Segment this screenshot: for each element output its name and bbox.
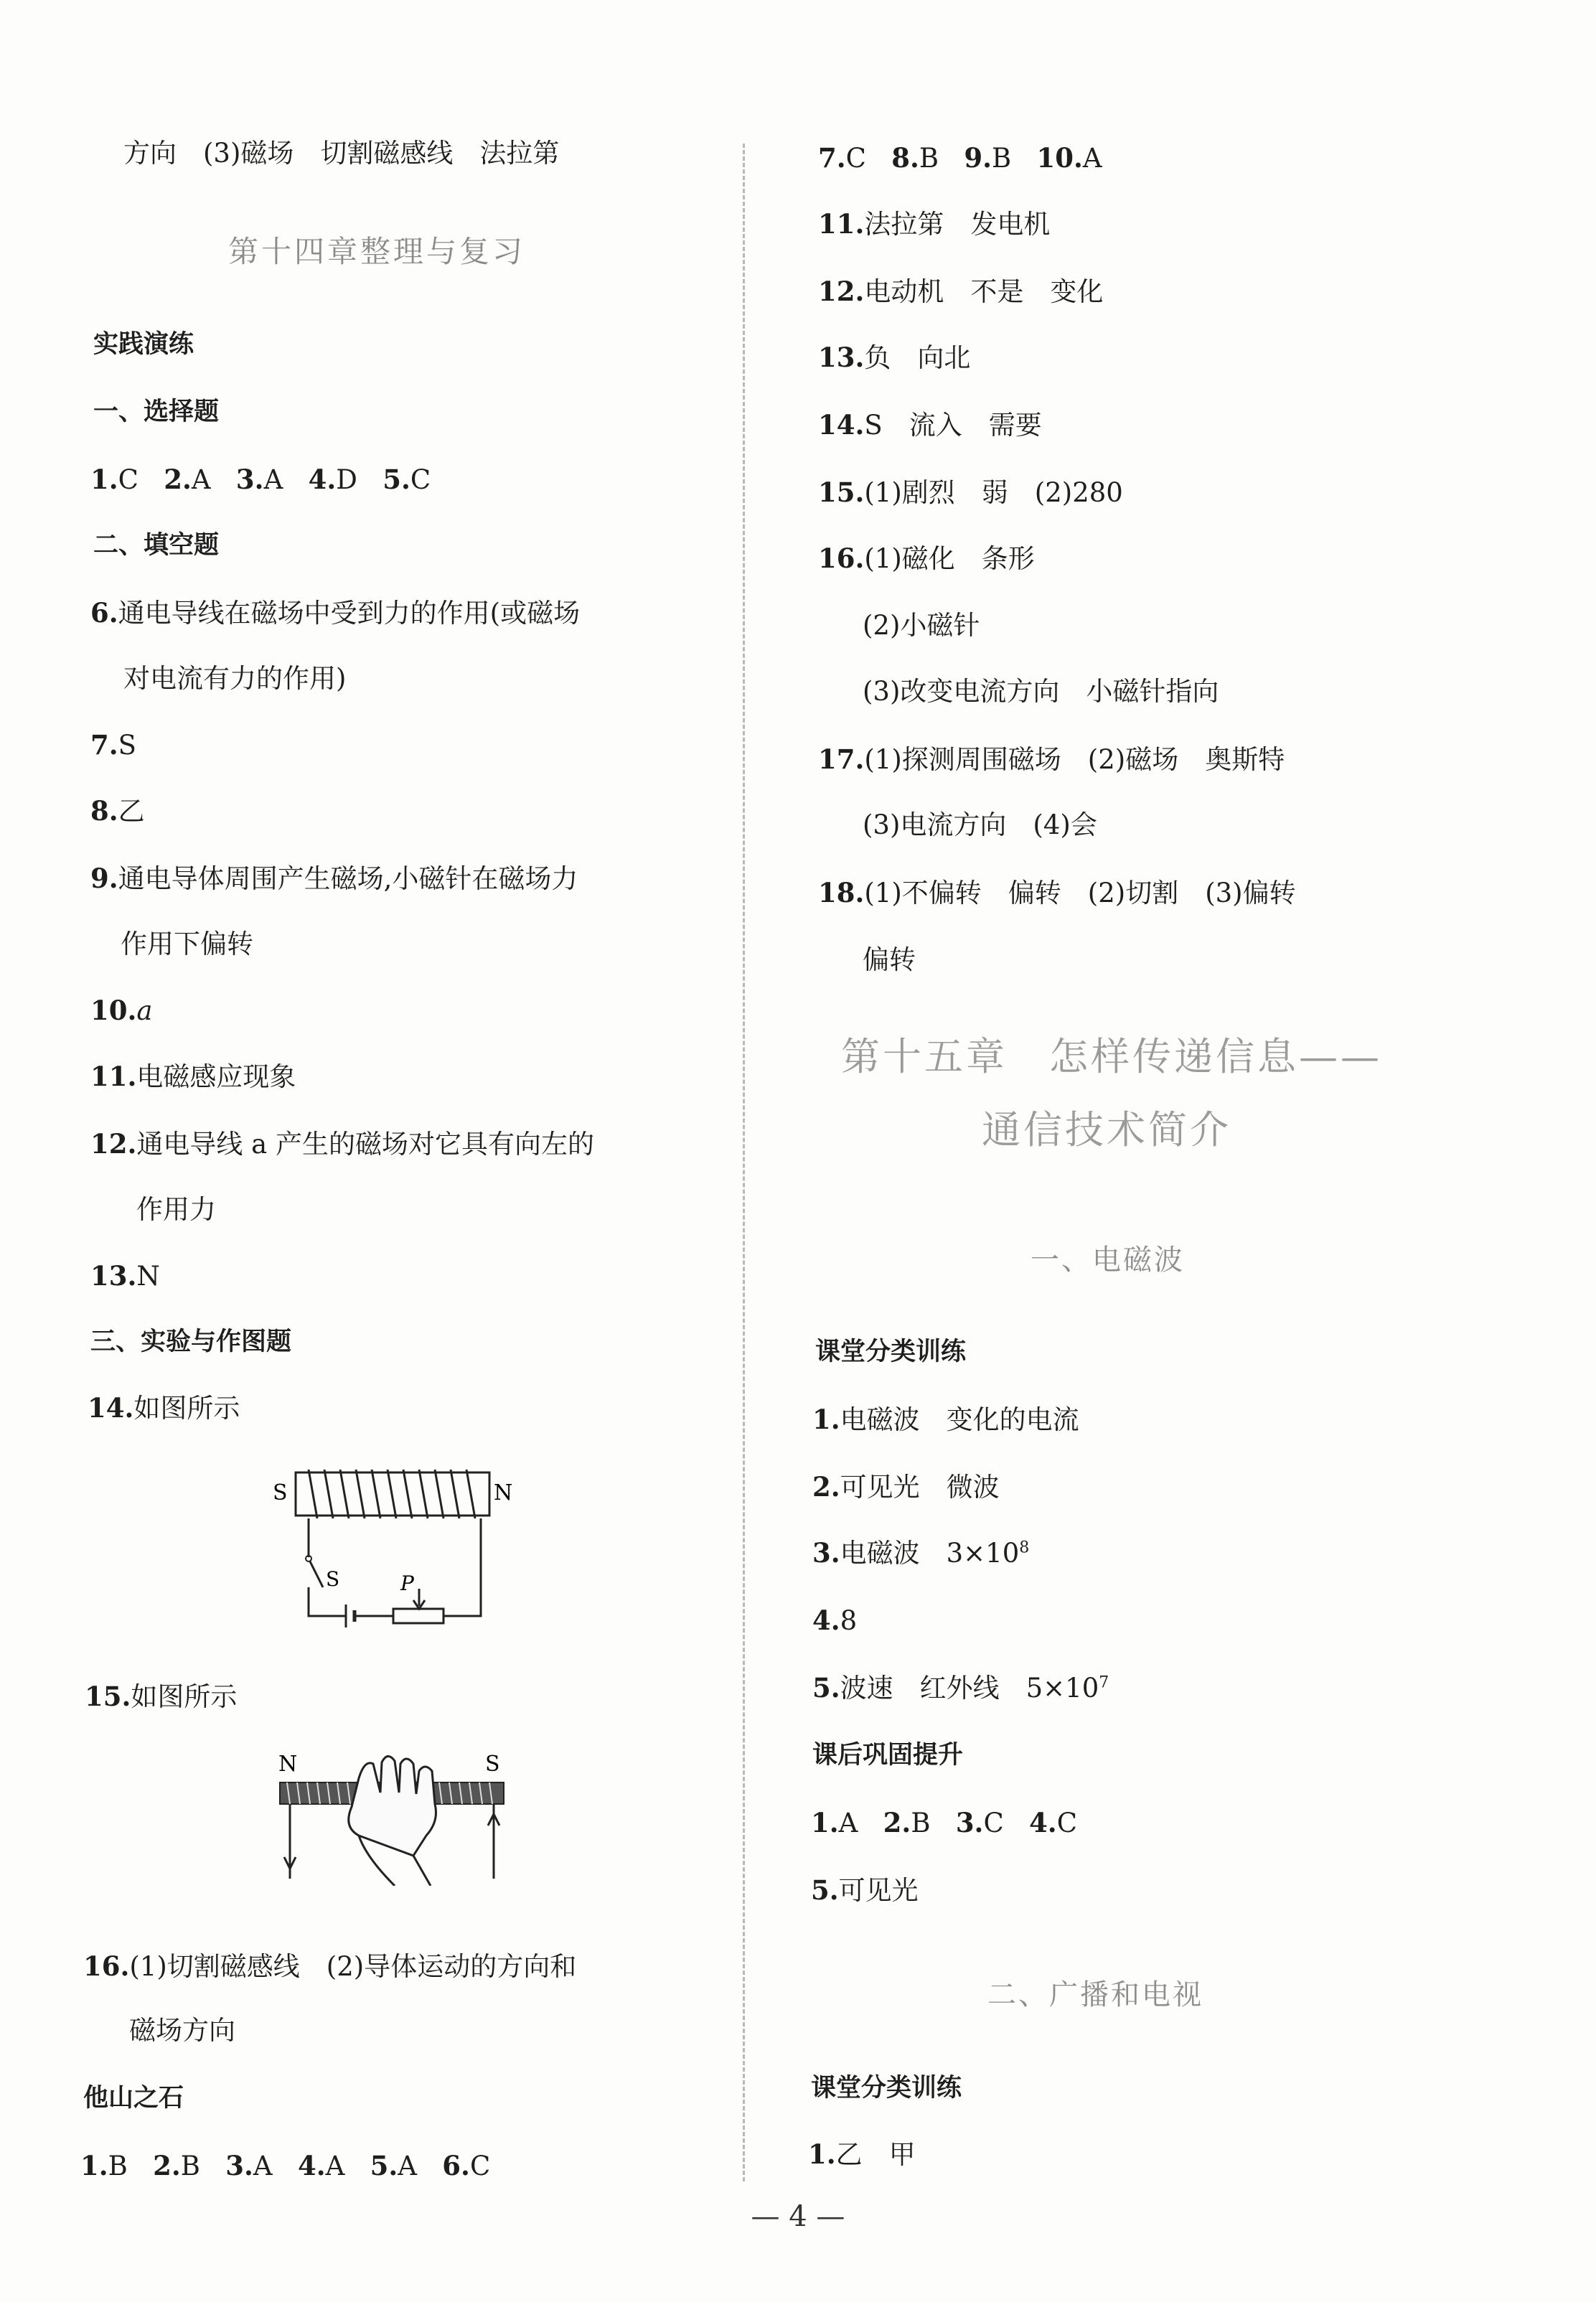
class-training-heading-2: 课堂分类训练 bbox=[811, 2074, 962, 2103]
mc-item: 1.A bbox=[811, 1807, 858, 1838]
answer-r12: 12.电动机 不是 变化 bbox=[818, 276, 1104, 307]
section-broadcast-tv: 二、广播和电视 bbox=[987, 1978, 1203, 2011]
mc-item: 3.C bbox=[955, 1807, 1004, 1838]
mc-row-4 bbox=[811, 1805, 1077, 1841]
mc-item: 3.A bbox=[225, 2150, 273, 2181]
fig14-label-p: P bbox=[400, 1572, 414, 1595]
answer-14: 14.如图所示 bbox=[88, 1392, 240, 1424]
answer-r16-c: (3)改变电流方向 小磁针指向 bbox=[863, 676, 1219, 707]
fig14-label-s: S bbox=[273, 1480, 288, 1505]
answer-10: 10.a bbox=[90, 995, 153, 1026]
chapter15-title: 第十五章 怎样传递信息—— bbox=[841, 1034, 1382, 1079]
mc-item: 5.C bbox=[382, 464, 431, 495]
answer-f5: 5.可见光 bbox=[811, 1874, 919, 1906]
right-hand-rule-figure bbox=[273, 1742, 517, 1886]
mc-row-2 bbox=[80, 2148, 490, 2184]
section-experiment: 三、实验与作图题 bbox=[90, 1328, 292, 1356]
answer-16-cont: 磁场方向 bbox=[129, 2015, 235, 2046]
mc-item: 6.C bbox=[442, 2150, 491, 2181]
answer-8: 8.乙 bbox=[90, 795, 145, 827]
answer-r18-b: 偏转 bbox=[863, 944, 916, 975]
answer-r14: 14.S 流入 需要 bbox=[818, 409, 1042, 441]
answer-e2: 2.可见光 微波 bbox=[812, 1471, 1000, 1503]
mc-row-3 bbox=[818, 141, 1102, 176]
fig14-label-n: N bbox=[494, 1480, 513, 1505]
answer-e1: 1.电磁波 变化的电流 bbox=[812, 1404, 1079, 1435]
fig15-label-n: N bbox=[278, 1752, 298, 1777]
practice-heading: 实践演练 bbox=[93, 330, 194, 359]
mc-item: 1.B bbox=[80, 2150, 128, 2181]
answer-r16: 16.(1)磁化 条形 bbox=[818, 542, 1035, 574]
answer-9-cont: 作用下偏转 bbox=[121, 929, 253, 959]
section-choice: 一、选择题 bbox=[93, 398, 220, 426]
answer-e3: 3.电磁波 $3\times 10^8$ bbox=[812, 1537, 1030, 1569]
mc-row-1 bbox=[90, 462, 431, 497]
answer-e5: 5.波速 红外线 $5\times 10^7$ bbox=[812, 1672, 1109, 1704]
page-number: — 4 — bbox=[751, 2200, 845, 2233]
answer-r18: 18.(1)不偏转 偏转 (2)切割 (3)偏转 bbox=[818, 877, 1296, 908]
fig15-label-s: S bbox=[485, 1752, 500, 1777]
chapter14-title: 第十四章整理与复习 bbox=[228, 234, 526, 269]
mc-item: 10.A bbox=[1036, 142, 1102, 174]
answer-16: 16.(1)切割磁感线 (2)导体运动的方向和 bbox=[83, 1950, 577, 1982]
solenoid-circuit-figure bbox=[266, 1464, 524, 1636]
answer-15: 15.如图所示 bbox=[85, 1681, 238, 1712]
mc-item: 4.C bbox=[1029, 1807, 1078, 1838]
answer-12: 12.通电导线 a 产生的磁场对它具有向左的 bbox=[90, 1128, 594, 1160]
answer-6: 6.通电导线在磁场中受到力的作用(或磁场 bbox=[90, 597, 581, 629]
fig14-label-switch: S bbox=[326, 1567, 340, 1591]
mc-item: 9.B bbox=[964, 142, 1012, 174]
mc-item: 2.B bbox=[153, 2150, 200, 2181]
answer-6-cont: 对电流有力的作用) bbox=[123, 663, 347, 694]
mc-item: 4.D bbox=[308, 464, 357, 495]
answer-13: 13.N bbox=[90, 1260, 160, 1292]
answer-11: 11.电磁感应现象 bbox=[90, 1061, 296, 1092]
mc-item: 3.A bbox=[235, 464, 283, 495]
answer-12-cont: 作用力 bbox=[136, 1194, 216, 1225]
answer-r15: 15.(1)剧烈 弱 (2)280 bbox=[818, 476, 1123, 508]
answer-r16-b: (2)小磁针 bbox=[863, 610, 980, 641]
tashan-heading: 他山之石 bbox=[83, 2084, 184, 2113]
column-divider bbox=[743, 144, 745, 2181]
mc-item: 4.A bbox=[297, 2150, 345, 2181]
after-class-heading: 课后巩固提升 bbox=[812, 1741, 964, 1770]
top-line: 方向 (3)磁场 切割磁感线 法拉第 bbox=[123, 138, 560, 169]
answer-r17: 17.(1)探测周围磁场 (2)磁场 奥斯特 bbox=[818, 743, 1285, 775]
mc-item: 2.A bbox=[164, 464, 211, 495]
answer-r13: 13.负 向北 bbox=[818, 342, 971, 373]
section-em-wave: 一、电磁波 bbox=[1031, 1244, 1185, 1277]
mc-item: 2.B bbox=[883, 1807, 931, 1838]
section-fill: 二、填空题 bbox=[93, 531, 220, 560]
answer-r11: 11.法拉第 发电机 bbox=[818, 208, 1051, 240]
chapter15-subtitle: 通信技术简介 bbox=[982, 1107, 1231, 1152]
mc-item: 5.A bbox=[370, 2150, 417, 2181]
answer-9: 9.通电导体周围产生磁场,小磁针在磁场力 bbox=[90, 863, 578, 894]
mc-item: 7.C bbox=[818, 142, 866, 174]
class-training-heading: 课堂分类训练 bbox=[815, 1338, 967, 1366]
answer-7: 7.S bbox=[90, 729, 136, 761]
mc-item: 8.B bbox=[891, 142, 939, 174]
mc-item: 1.C bbox=[90, 464, 139, 495]
answer-r17-b: (3)电流方向 (4)会 bbox=[863, 809, 1097, 840]
answer-g1: 1.乙 甲 bbox=[808, 2138, 916, 2170]
answer-e4: 4.8 bbox=[812, 1605, 858, 1636]
